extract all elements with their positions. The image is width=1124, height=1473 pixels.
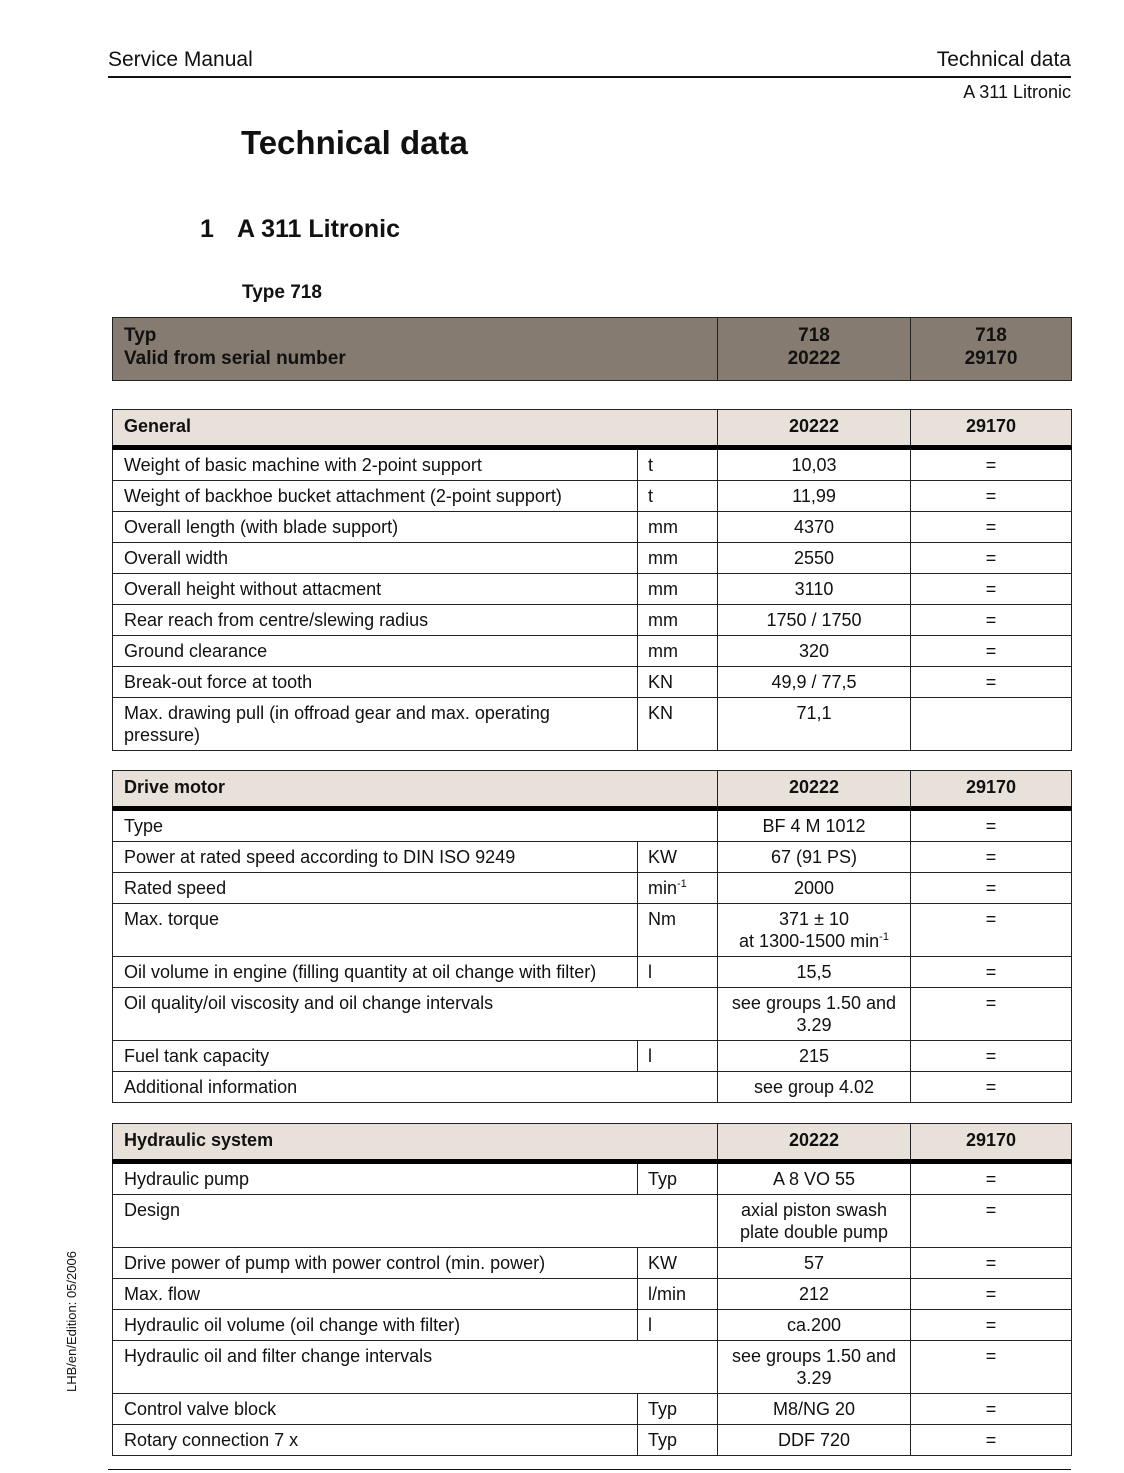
edition-sidebar: LHB/en/Edition: 05/2006 (64, 1251, 79, 1392)
torque-value: 371 ± 10 (779, 909, 849, 929)
table-row (113, 1041, 1072, 1072)
row-value-1: A 8 VO 55 (718, 1162, 911, 1195)
row-value-1: BF 4 M 1012 (718, 809, 911, 842)
torque-speed: at 1300-1500 min (739, 931, 880, 951)
general-header (113, 410, 1072, 448)
unit-base: min (648, 878, 678, 898)
table-row (113, 873, 1072, 904)
row-value-1: 57 (718, 1248, 911, 1279)
row-label: Weight of backhoe bucket attachment (2-point support) (113, 481, 638, 512)
row-unit: KN (638, 667, 718, 698)
row-label: Rotary connection 7 x (113, 1425, 638, 1456)
row-label: Drive power of pump with power control (min. power) (113, 1248, 638, 1279)
col1-typ: 718 (798, 325, 830, 346)
table-row (113, 904, 1072, 957)
row-label: Ground clearance (113, 636, 638, 667)
row-value-2: = (911, 1394, 1072, 1425)
row-value-2 (911, 698, 1072, 751)
table-row (113, 842, 1072, 873)
table-row (113, 1425, 1072, 1456)
row-unit: Typ (638, 1394, 718, 1425)
row-label: Max. torque (113, 904, 638, 957)
row-label: Overall length (with blade support) (113, 512, 638, 543)
row-value-1: 215 (718, 1041, 911, 1072)
row-label: Oil quality/oil viscosity and oil change intervals (113, 988, 718, 1041)
typ-col1 (718, 318, 911, 381)
row-value-2: = (911, 1162, 1072, 1195)
row-value-1: 67 (91 PS) (718, 842, 911, 873)
table-row (113, 512, 1072, 543)
table-row (113, 1072, 1072, 1103)
row-unit: mm (638, 636, 718, 667)
row-value-2: = (911, 1341, 1072, 1394)
table-row (113, 605, 1072, 636)
row-unit: l (638, 957, 718, 988)
row-unit: l (638, 1041, 718, 1072)
row-value-2: = (911, 1425, 1072, 1456)
serial-label: Valid from serial number (124, 348, 346, 369)
row-value-1 (718, 904, 911, 957)
row-label: Oil volume in engine (filling quantity at oil change with filter) (113, 957, 638, 988)
typ-row (113, 318, 1072, 381)
row-value-1: 15,5 (718, 957, 911, 988)
hydraulic-title: Hydraulic system (113, 1124, 718, 1162)
row-value-1: see groups 1.50 and 3.29 (718, 1341, 911, 1394)
page-title: Technical data (241, 124, 468, 161)
general-col1: 20222 (718, 410, 911, 448)
row-value-2: = (911, 448, 1072, 481)
row-value-2: = (911, 904, 1072, 957)
row-value-2: = (911, 1072, 1072, 1103)
row-label: Overall height without attacment (113, 574, 638, 605)
row-value-1: see groups 1.50 and 3.29 (718, 988, 911, 1041)
table-row (113, 698, 1072, 751)
row-unit: t (638, 448, 718, 481)
typ-labels (113, 318, 718, 381)
row-label: Rated speed (113, 873, 638, 904)
row-value-2: = (911, 512, 1072, 543)
row-value-1: ca.200 (718, 1310, 911, 1341)
table-row (113, 988, 1072, 1041)
col1-serial: 20222 (787, 348, 841, 369)
table-row (113, 448, 1072, 481)
drive-title: Drive motor (113, 771, 718, 809)
row-label: Control valve block (113, 1394, 638, 1425)
row-label: Design (113, 1195, 718, 1248)
row-unit: Typ (638, 1162, 718, 1195)
general-title: General (113, 410, 718, 448)
row-value-2: = (911, 1279, 1072, 1310)
row-unit: l (638, 1310, 718, 1341)
row-value-2: = (911, 957, 1072, 988)
table-row (113, 1162, 1072, 1195)
footer-rule (108, 1469, 1071, 1470)
drive-header (113, 771, 1072, 809)
row-unit: mm (638, 512, 718, 543)
row-unit: KW (638, 1248, 718, 1279)
row-label: Rear reach from centre/slewing radius (113, 605, 638, 636)
row-value-1: DDF 720 (718, 1425, 911, 1456)
table-row (113, 481, 1072, 512)
general-col2: 29170 (911, 410, 1072, 448)
typ-col2 (911, 318, 1072, 381)
drive-motor-table (112, 770, 1072, 1103)
row-value-1: 11,99 (718, 481, 911, 512)
table-row (113, 1310, 1072, 1341)
row-unit: KW (638, 842, 718, 873)
row-unit: mm (638, 605, 718, 636)
row-value-2: = (911, 809, 1072, 842)
header-left: Service Manual (108, 48, 253, 71)
row-value-2: = (911, 1310, 1072, 1341)
table-row (113, 1248, 1072, 1279)
row-label: Overall width (113, 543, 638, 574)
drive-col2: 29170 (911, 771, 1072, 809)
row-value-2: = (911, 605, 1072, 636)
row-unit: mm (638, 543, 718, 574)
row-unit: l/min (638, 1279, 718, 1310)
row-label: Hydraulic oil and filter change intervals (113, 1341, 718, 1394)
row-value-2: = (911, 636, 1072, 667)
row-value-1: 49,9 / 77,5 (718, 667, 911, 698)
row-label: Power at rated speed according to DIN ISO 9249 (113, 842, 638, 873)
row-value-1: see group 4.02 (718, 1072, 911, 1103)
row-value-2: = (911, 1195, 1072, 1248)
row-value-1: 1750 / 1750 (718, 605, 911, 636)
header-rule (108, 76, 1071, 78)
row-value-1: 320 (718, 636, 911, 667)
row-unit (638, 873, 718, 904)
row-label: Hydraulic oil volume (oil change with filter) (113, 1310, 638, 1341)
unit-exponent: -1 (677, 878, 687, 890)
general-table (112, 409, 1072, 751)
row-value-1: axial piston swash plate double pump (718, 1195, 911, 1248)
row-unit: Typ (638, 1425, 718, 1456)
row-value-2: = (911, 667, 1072, 698)
row-value-2: = (911, 988, 1072, 1041)
header-subtitle: A 311 Litronic (963, 82, 1071, 102)
speed-exponent: -1 (879, 931, 889, 943)
table-row (113, 574, 1072, 605)
table-row (113, 809, 1072, 842)
row-label: Type (113, 809, 718, 842)
row-label: Hydraulic pump (113, 1162, 638, 1195)
section-title (200, 215, 400, 244)
table-row (113, 1279, 1072, 1310)
col2-typ: 718 (975, 325, 1007, 346)
row-label: Weight of basic machine with 2-point support (113, 448, 638, 481)
row-unit: KN (638, 698, 718, 751)
row-label: Fuel tank capacity (113, 1041, 638, 1072)
row-label: Additional information (113, 1072, 718, 1103)
row-value-1: 10,03 (718, 448, 911, 481)
table-row (113, 1195, 1072, 1248)
drive-col1: 20222 (718, 771, 911, 809)
type-label: Type 718 (242, 282, 322, 303)
typ-table (112, 317, 1072, 381)
row-label: Break-out force at tooth (113, 667, 638, 698)
row-value-1: 71,1 (718, 698, 911, 751)
row-value-2: = (911, 574, 1072, 605)
row-unit: Nm (638, 904, 718, 957)
table-row (113, 667, 1072, 698)
row-value-2: = (911, 1248, 1072, 1279)
row-value-1: 4370 (718, 512, 911, 543)
section-number: 1 (200, 215, 214, 243)
row-value-1: 2550 (718, 543, 911, 574)
row-value-2: = (911, 842, 1072, 873)
hydraulic-col1: 20222 (718, 1124, 911, 1162)
section-name: A 311 Litronic (237, 215, 401, 243)
table-row (113, 1394, 1072, 1425)
typ-label: Typ (124, 325, 157, 346)
row-value-1: 2000 (718, 873, 911, 904)
table-row (113, 957, 1072, 988)
row-label: Max. drawing pull (in offroad gear and max. operating pressure) (113, 698, 638, 751)
table-row (113, 1341, 1072, 1394)
row-value-1: 3110 (718, 574, 911, 605)
hydraulic-table (112, 1123, 1072, 1456)
table-row (113, 636, 1072, 667)
row-value-1: M8/NG 20 (718, 1394, 911, 1425)
row-unit: mm (638, 574, 718, 605)
hydraulic-header (113, 1124, 1072, 1162)
row-value-2: = (911, 1041, 1072, 1072)
hydraulic-col2: 29170 (911, 1124, 1072, 1162)
header-right: Technical data (936, 48, 1071, 71)
row-value-2: = (911, 481, 1072, 512)
row-value-1: 212 (718, 1279, 911, 1310)
col2-serial: 29170 (964, 348, 1018, 369)
row-unit: t (638, 481, 718, 512)
table-row (113, 543, 1072, 574)
row-value-2: = (911, 873, 1072, 904)
row-label: Max. flow (113, 1279, 638, 1310)
row-value-2: = (911, 543, 1072, 574)
